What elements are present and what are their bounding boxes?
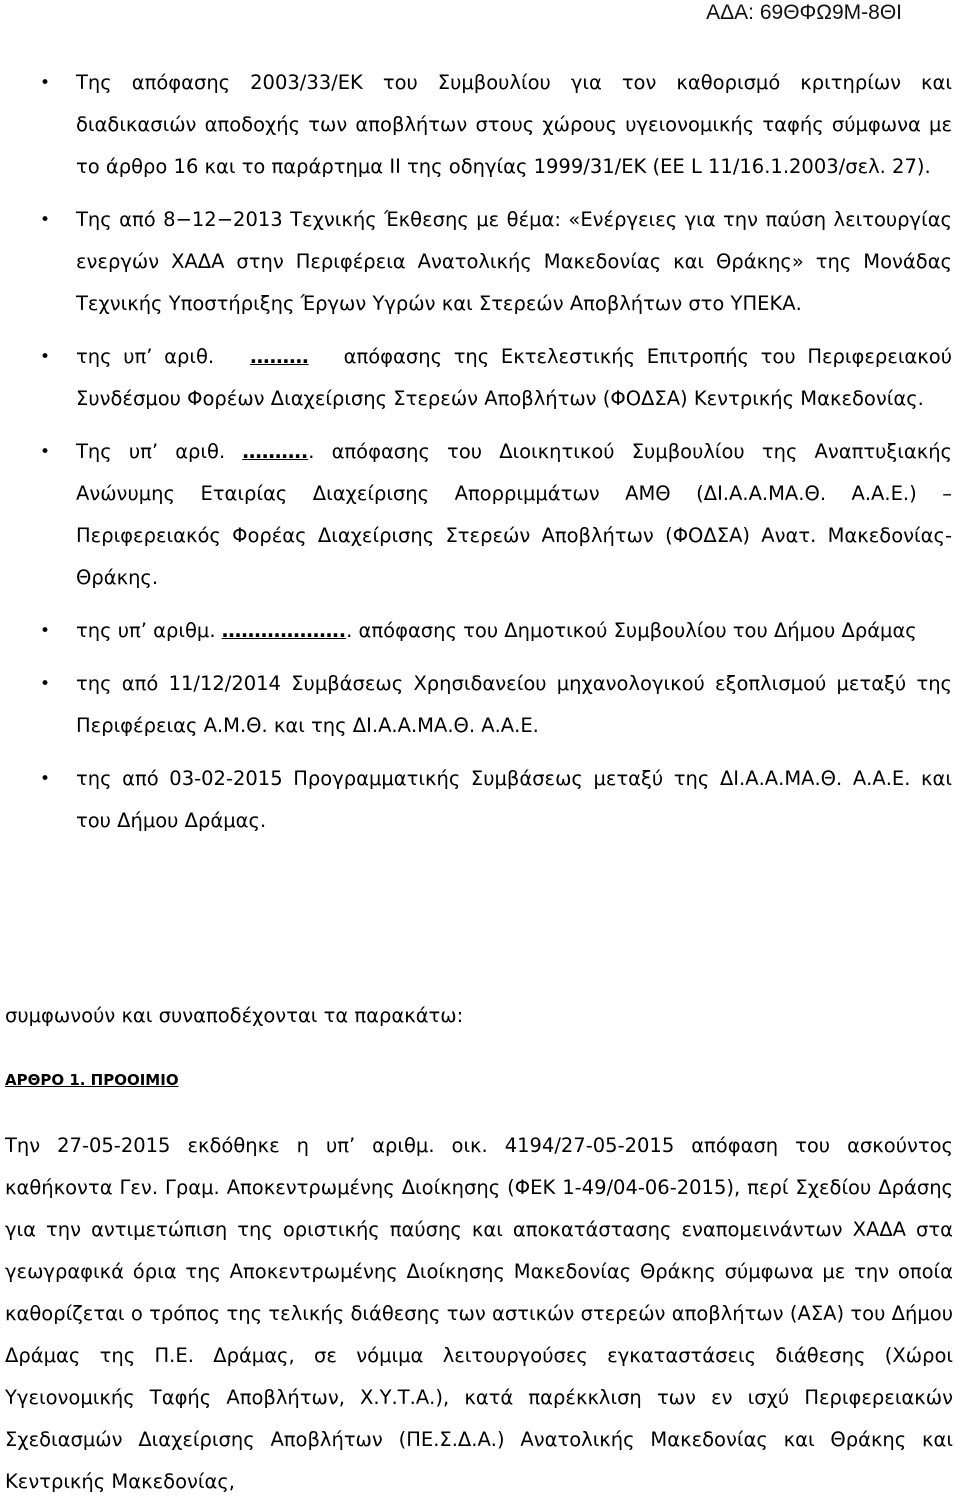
list-item-text [76,336,952,420]
list-item-suffix: απόφασης της Εκτελεστικής Επιτροπής του Περιφερειακού Συνδέσμου Φορέων Διαχείρισης Στερεών Αποβλήτων (ΦΟΔΣΑ) Κεντρικής Μακεδονίας. [76,345,952,410]
article-body: Την 27-05-2015 εκδόθηκε η υπ’ αριθμ. οικ. 4194/27-05-2015 απόφαση του ασκούντος καθήκοντα Γεν. Γραμ. Αποκεντρωμένης Διοίκησης (ΦΕΚ 1-49/04-06-2015), περί Σχεδίου Δράσης για την αντιμετώπιση της οριστικής παύσης και αποκατάστασης εναπομεινάντων ΧΑΔΑ στα γεωγραφικά όρια της Αποκεντρωμένης Διοίκησης Μακεδονίας Θράκης σύμφωνα με την οποία καθορίζεται ο τρόπος της τελικής διάθεσης των αστικών στερεών αποβλήτων (ΑΣΑ) του Δήμου Δράμας της Π.Ε. Δράμας, σε νόμιμα λειτουργούσες εγκαταστάσεις διάθεσης (Χώροι Υγειονομικής Ταφής Αποβλήτων, Χ.Υ.Τ.Α.), κατά παρέκκλιση των εν ισχύ Περιφερειακών Σχεδιασμών Διαχείρισης Αποβλήτων (ΠΕ.Σ.Δ.Α.) Ανατολικής Μακεδονίας και Θράκης και Κεντρικής Μακεδονίας, [5,1134,953,1493]
list-item-text: της από 03-02-2015 Προγραμματικής Συμβάσεως μεταξύ της ΔΙ.Α.Α.ΜΑ.Θ. Α.Α.Ε. και του Δήμου Δράμας. [76,767,952,832]
article-heading-wrap [5,1058,953,1101]
list-item [0,199,960,325]
list-item-prefix: της υπ’ αριθμ. [76,619,216,642]
blank-placeholder: ………………. [221,619,347,642]
agreement-line: συμφωνούν και συναποδέχονται τα παρακάτω: [5,1004,464,1027]
bullet-icon: • [40,442,51,462]
list-item-text: Της απόφασης 2003/33/ΕΚ του Συμβουλίου για τον καθορισμό κριτηρίων και διαδικασιών αποδοχής των αποβλήτων στους χώρους υγειονομικής ταφής σύμφωνα με το άρθρο 16 και το παράρτημα ΙΙ της οδηγίας 1999/31/ΕΚ (ΕΕ L 11/16.1.2003/σελ. 27). [76,71,952,178]
list-item [0,663,960,747]
blank-placeholder: ……… [250,345,309,368]
list-item-prefix: Της υπ’ αριθ. [76,440,226,463]
bullet-icon: • [40,73,51,93]
list-item [0,62,960,188]
preamble-list [0,62,960,853]
bullet-icon: • [40,621,51,641]
list-item [0,431,960,599]
list-item-suffix: . απόφασης του Διοικητικού Συμβουλίου της Αναπτυξιακής Ανώνυμης Εταιρίας Διαχείρισης Απορριμμάτων ΑΜΘ (ΔΙ.Α.Α.ΜΑ.Θ. Α.Α.Ε.) – Περιφερειακός Φορέας Διαχείρισης Στερεών Αποβλήτων (ΦΟΔΣΑ) Ανατ. Μακεδονίας-Θράκης. [76,440,952,589]
list-item [0,336,960,420]
list-item [0,610,960,652]
bullet-icon: • [40,347,51,367]
list-item-text: της από 11/12/2014 Συμβάσεως Χρησιδανείου μηχανολογικού εξοπλισμού μεταξύ της Περιφέρειας Α.Μ.Θ. και της ΔΙ.Α.Α.ΜΑ.Θ. Α.Α.Ε. [76,672,952,737]
blank-placeholder: ………. [242,440,309,463]
list-item-prefix: της υπ’ αριθ. [76,345,215,368]
list-item-text [76,431,952,599]
bullet-icon: • [40,210,51,230]
bullet-icon: • [40,769,51,789]
list-item [0,758,960,842]
list-item-text [76,610,952,652]
bullet-icon: • [40,674,51,694]
list-item-text: Της από 8−12−2013 Τεχνικής Έκθεσης με θέμα: «Ενέργειες για την παύση λειτουργίας ενεργών ΧΑΔΑ στην Περιφέρεια Ανατολικής Μακεδονίας και Θράκης» της Μονάδας Τεχνικής Υποστήριξης Έργων Υγρών και Στερεών Αποβλήτων στο ΥΠΕΚΑ. [76,208,952,315]
list-item-suffix: . απόφασης του Δημοτικού Συμβουλίου του Δήμου Δράμας [346,619,917,642]
article-heading: ΑΡΘΡΟ 1. ΠΡΟΟΙΜΙΟ [5,1071,179,1089]
ada-code: ΑΔΑ: 69ΘΦΩ9Μ-8ΘΙ [706,1,902,24]
